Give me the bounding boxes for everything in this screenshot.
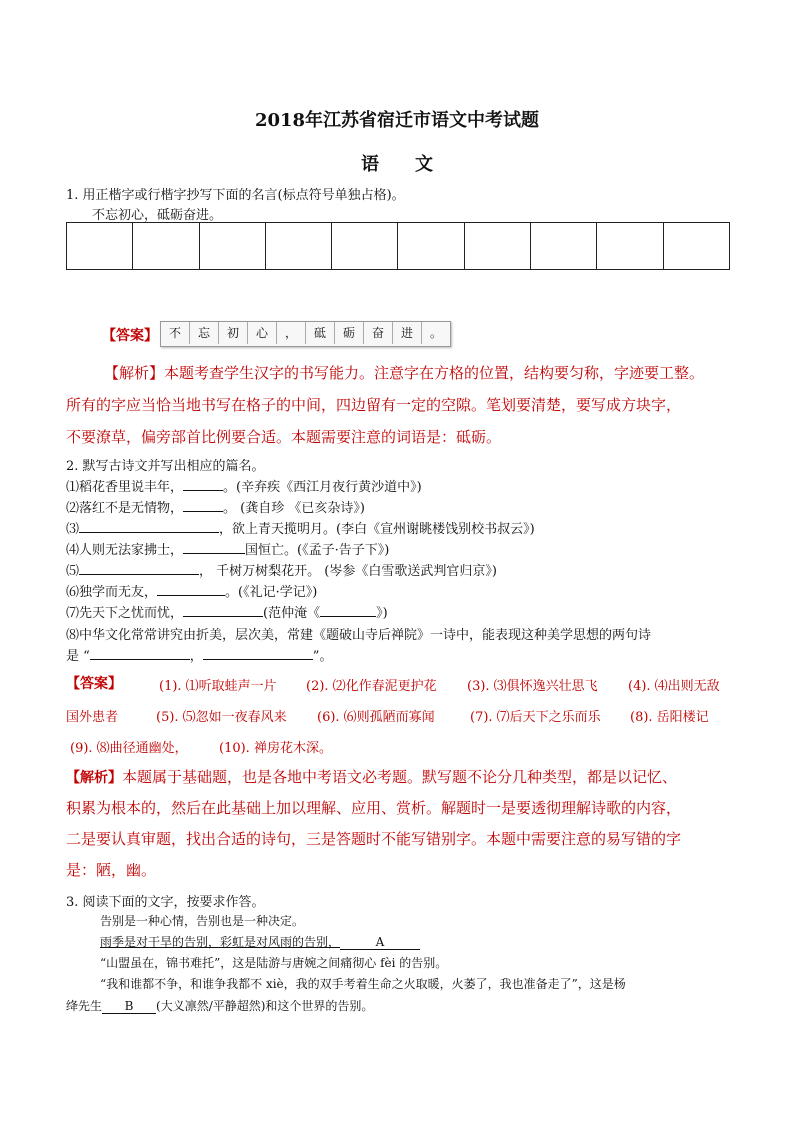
q2-answer: (5). ⑸忽如一夜春风来 <box>156 710 287 725</box>
q2-item-2: ⑵落红不是无情物， 。 (龚自珍 《已亥杂诗》) <box>66 501 365 516</box>
q1-quote: 不忘初心，砥砺奋进。 <box>92 208 223 223</box>
q3-passage-line: 雨季是对干旱的告别，彩虹是对风雨的告别， A <box>100 933 420 950</box>
q2-explain-line: 【解析】本题属于基础题，也是各地中考语文必考题。默写题不论分几种类型，都是以记忆、 <box>66 768 678 786</box>
grid-cell[interactable] <box>465 223 531 269</box>
answer-char: 心 <box>248 322 277 344</box>
q2-explain-line: 是：陋，幽。 <box>66 861 157 879</box>
answer-char: 砺 <box>335 322 364 344</box>
fill-blank[interactable] <box>90 647 190 660</box>
q2-item-7: ⑺先天下之忧而忧， (范仲淹《 》) <box>66 606 388 621</box>
q2-item-6: ⑹独学而无友， 。(《礼记·学记》) <box>66 585 318 600</box>
fill-blank[interactable] <box>320 604 376 617</box>
q2-item-8-cont: 是 “ ， ”。 <box>66 649 333 664</box>
grid-cell[interactable] <box>133 223 199 269</box>
q1-answer-strip <box>160 321 451 347</box>
grid-cell[interactable] <box>664 223 729 269</box>
q2-answer: (4). ⑷出则无敌 <box>628 679 720 694</box>
q2-prompt: 2. 默写古诗文并写出相应的篇名。 <box>66 459 265 474</box>
q2-answer: (2). ⑵化作春泥更护花 <box>306 679 437 694</box>
grid-cell[interactable] <box>200 223 266 269</box>
q2-answer: (1). ⑴听取蛙声一片 <box>159 679 277 694</box>
subject-heading: 语文 <box>361 154 469 175</box>
q3-passage-line: “我和谁都不争，和谁争我都不 xiè，我的双手考着生命之火取暖，火萎了，我也准备走了”，这是杨 <box>100 977 626 991</box>
page-title: 2018年江苏省宿迁市语文中考试题 <box>254 110 540 131</box>
q2-item-1: ⑴稻花香里说丰年， 。(辛弃疾《西江月夜行黄沙道中》) <box>66 480 422 495</box>
grid-cell[interactable] <box>266 223 332 269</box>
q3-passage-line: “山盟虽在，锦书难托”，这是陆游与唐婉之间痛彻心 fèi 的告别。 <box>100 956 448 970</box>
grid-cell[interactable] <box>332 223 398 269</box>
q2-answer-tag: 【答案】 <box>66 676 122 692</box>
q2-answer: (7). ⑺后天下之乐而乐 <box>470 710 601 725</box>
q1-explain-line: 【解析】本题考查学生汉字的书写能力。注意字在方格的位置，结构要匀称，字迹要工整。 <box>104 364 705 382</box>
q1-explain-tag: 【解析】 <box>104 364 165 382</box>
grid-cell[interactable] <box>398 223 464 269</box>
q2-explain-line: 积累为根本的，然后在此基础上加以理解、应用、赏析。解题时一是要透彻理解诗歌的内容， <box>66 799 682 817</box>
fill-blank[interactable] <box>79 520 219 533</box>
q2-explain-line: 二是要认真审题，找出合适的诗句，三是答题时不能写错别字。本题中需要注意的易写错的字 <box>66 830 682 848</box>
answer-char: 。 <box>429 326 442 340</box>
q2-item-5: ⑸ ， 千树万树梨花开。 (岑参《白雪歌送武判官归京》) <box>66 564 497 579</box>
grid-cell[interactable] <box>597 223 663 269</box>
q3-passage-line: 告别是一种心情，告别也是一种决定。 <box>100 914 305 928</box>
q2-item-8: ⑻中华文化常常讲究由折美，层次美，常建《题破山寺后禅院》一诗中，能表现这种美学思想的两句诗 <box>66 628 652 643</box>
q1-answer-tag: 【答案】 <box>102 328 158 344</box>
blank-b[interactable]: B <box>102 1000 156 1014</box>
blank-a[interactable]: A <box>340 936 420 950</box>
answer-char: 进 <box>393 322 422 344</box>
q2-answer: (10). 禅房花木深。 <box>219 741 332 756</box>
fill-blank[interactable] <box>203 647 313 660</box>
q2-explain-tag: 【解析】 <box>66 770 122 786</box>
q2-answer: 国外患者 <box>66 710 119 725</box>
q2-answer: (3). ⑶俱怀逸兴壮思飞 <box>467 679 598 694</box>
q1-writing-grid <box>66 222 730 270</box>
q3-prompt: 3. 阅读下面的文字，按要求作答。 <box>66 895 265 910</box>
grid-cell[interactable] <box>67 223 133 269</box>
fill-blank[interactable] <box>183 478 223 491</box>
fill-blank[interactable] <box>183 541 245 554</box>
q2-answer: (8). 岳阳楼记 <box>630 710 709 725</box>
q2-answer: (9). ⑻曲径通幽处， <box>70 741 188 756</box>
q2-item-3: ⑶ ，欲上青天揽明月。(李白《宣州谢眺楼饯别校书叔云》) <box>66 522 535 537</box>
q1-explain-line: 所有的字应当恰当地书写在格子的中间，四边留有一定的空隙。笔划要清楚，要写成方块字， <box>66 396 682 414</box>
fill-blank[interactable] <box>183 604 263 617</box>
answer-char: ， <box>277 322 306 344</box>
fill-blank[interactable] <box>79 562 199 575</box>
answer-char: 不 <box>161 322 190 344</box>
grid-cell[interactable] <box>531 223 597 269</box>
q1-explain-line: 不要潦草，偏旁部首比例要合适。本题需要注意的词语是：砥砺。 <box>66 428 502 446</box>
answer-char: 奋 <box>364 322 393 344</box>
answer-char: 初 <box>219 322 248 344</box>
fill-blank[interactable] <box>183 499 223 512</box>
q2-answer: (6). ⑹则孤陋而寡闻 <box>317 710 435 725</box>
fill-blank[interactable] <box>157 583 225 596</box>
answer-char: 砥 <box>306 322 335 344</box>
answer-char: 忘 <box>190 322 219 344</box>
q1-prompt: 1. 用正楷字或行楷字抄写下面的名言(标点符号单独占格)。 <box>66 188 405 203</box>
q2-item-4: ⑷人则无法家拂士， 国恒亡。(《孟子·告子下》) <box>66 543 390 558</box>
q3-passage-line: 绛先生 B (大义凛然/平静超然)和这个世界的告别。 <box>66 999 374 1013</box>
